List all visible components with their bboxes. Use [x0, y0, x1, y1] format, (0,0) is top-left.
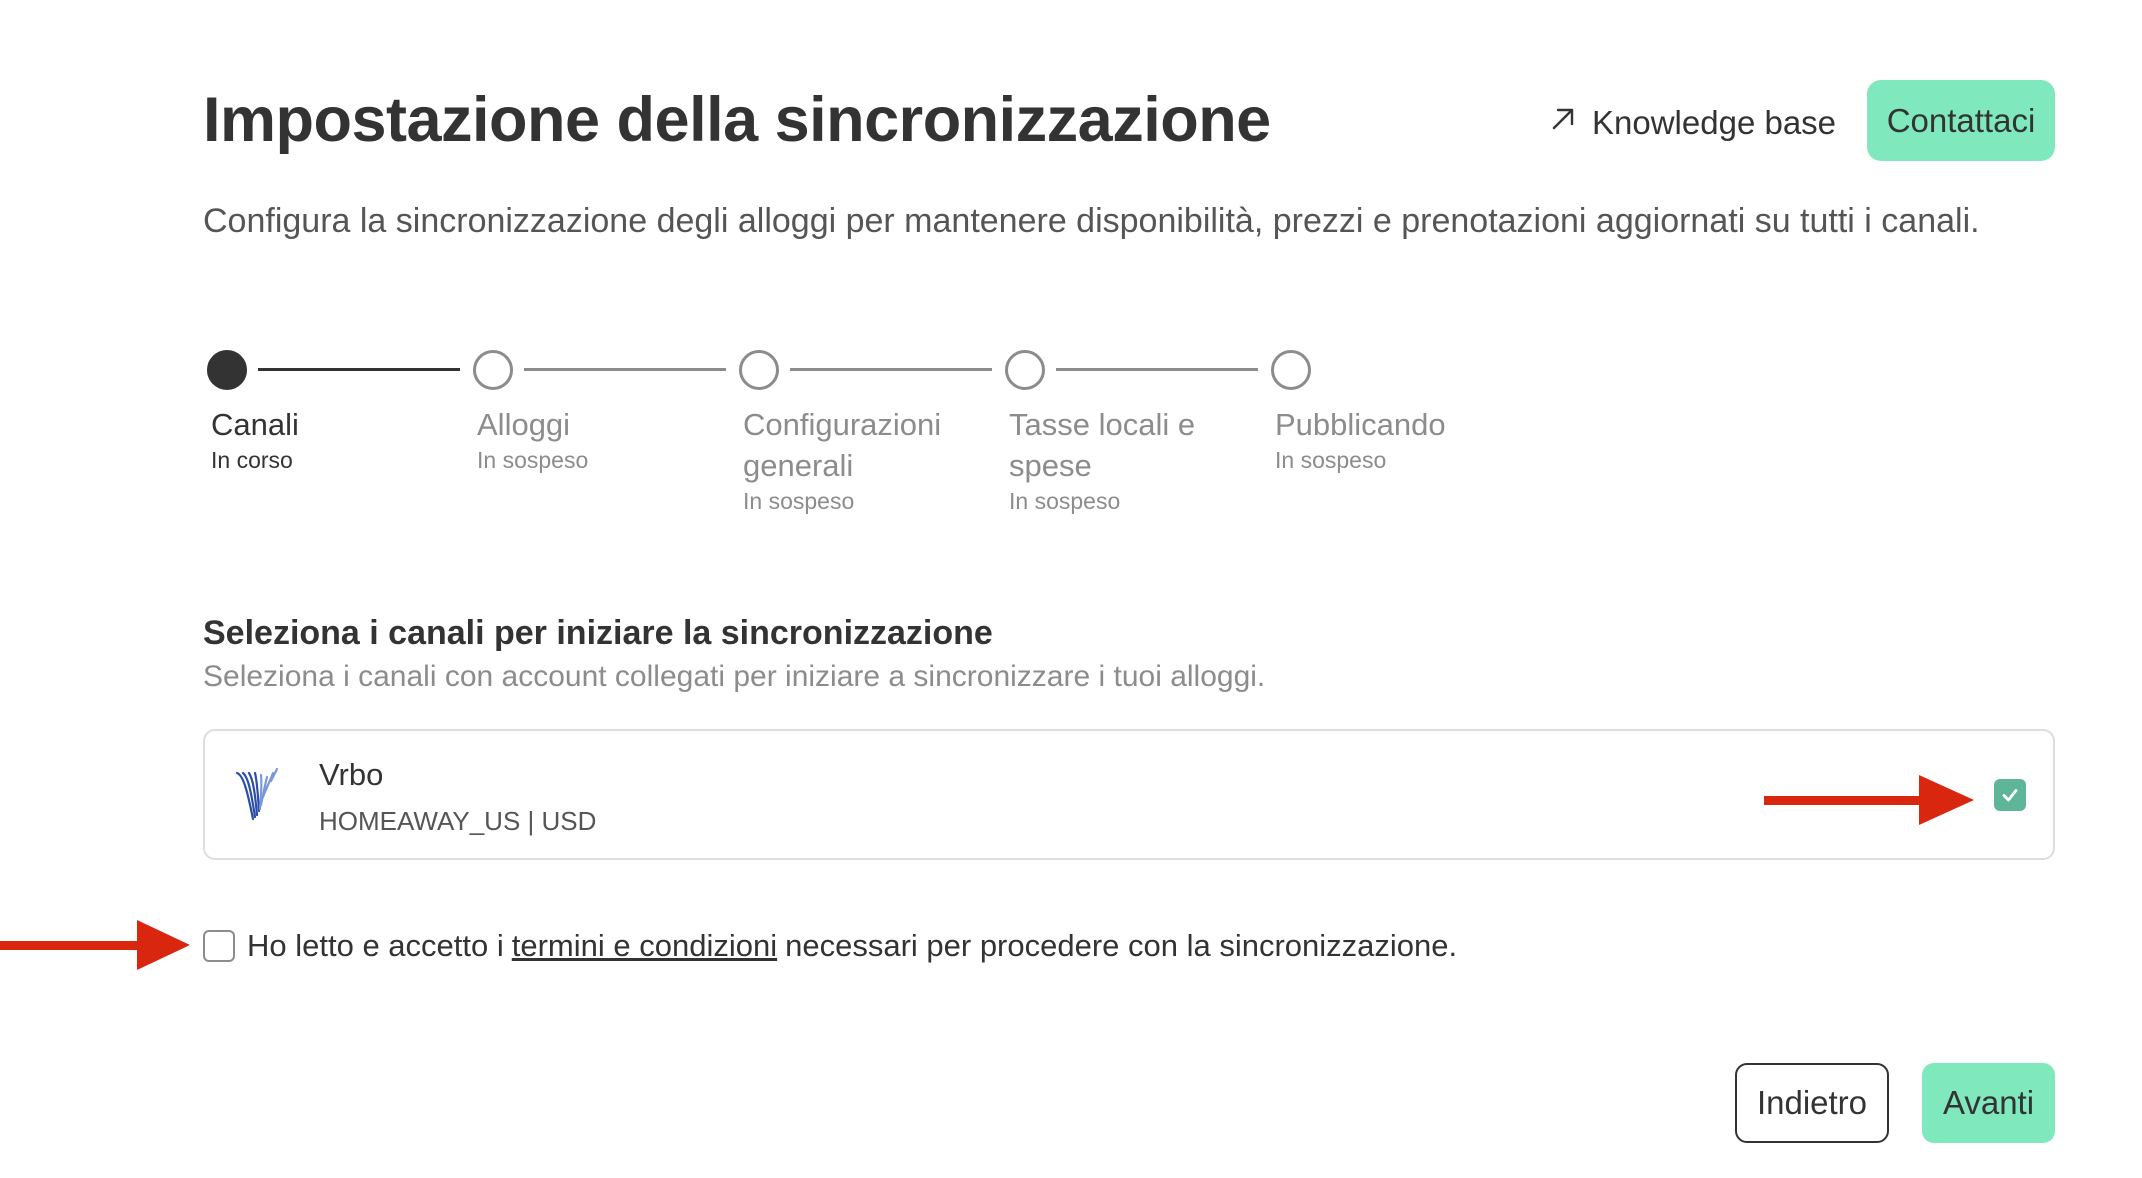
terms-text: Ho letto e accetto i: [247, 928, 504, 963]
step-status: In sospeso: [477, 447, 589, 473]
back-button[interactable]: Indietro: [1735, 1063, 1889, 1143]
next-button[interactable]: Avanti: [1922, 1063, 2055, 1143]
checkmark-icon: [1999, 784, 2021, 806]
vrbo-logo-icon: [233, 765, 295, 827]
step-label: Tasse locali e spese: [1009, 407, 1196, 483]
step-status: In corso: [211, 447, 293, 473]
step-status: In sospeso: [743, 488, 855, 514]
step-status: In sospeso: [1275, 447, 1387, 473]
knowledge-base-label: Knowledge base: [1592, 104, 1837, 141]
step-indicator: [473, 350, 513, 390]
terms-checkbox[interactable]: [203, 930, 235, 962]
channel-checkbox[interactable]: [1994, 779, 2026, 811]
step-indicator: [207, 350, 247, 390]
step-label: Canali: [211, 407, 299, 442]
step-connector: [1056, 368, 1258, 371]
channel-name: Vrbo: [319, 757, 384, 792]
step-label: Configurazioni generali: [743, 407, 942, 483]
external-link-icon: [1548, 104, 1578, 142]
contact-button[interactable]: Contattaci: [1867, 80, 2055, 161]
step-indicator: [1005, 350, 1045, 390]
progress-stepper: [203, 346, 1503, 526]
page-title: Impostazione della sincronizzazione: [203, 85, 1271, 155]
step-connector: [258, 368, 460, 371]
terms-text-suffix: necessari per procedere con la sincronizzazione.: [785, 928, 1458, 963]
annotation-arrow-icon: [0, 918, 190, 972]
step-label: Alloggi: [477, 407, 571, 442]
knowledge-base-link[interactable]: [1548, 99, 1836, 147]
step-indicator: [1271, 350, 1311, 390]
step-indicator: [739, 350, 779, 390]
terms-link[interactable]: termini e condizioni: [511, 928, 778, 963]
step-label: Pubblicando: [1275, 407, 1446, 442]
channel-account-info: HOMEAWAY_US | USD: [319, 806, 597, 836]
channels-section-subtitle: Seleziona i canali con account collegati per iniziare a sincronizzare i tuoi alloggi.: [203, 660, 1266, 693]
step-connector: [790, 368, 992, 371]
step-connector: [524, 368, 726, 371]
page-subtitle: Configura la sincronizzazione degli alloggi per mantenere disponibilità, prezzi e prenotazioni aggiornati su tutti i canali.: [203, 202, 1980, 240]
step-status: In sospeso: [1009, 488, 1121, 514]
channels-section-title: Seleziona i canali per iniziare la sincronizzazione: [203, 614, 993, 652]
terms-row: [203, 928, 1457, 964]
annotation-arrow-icon: [1764, 773, 1974, 827]
